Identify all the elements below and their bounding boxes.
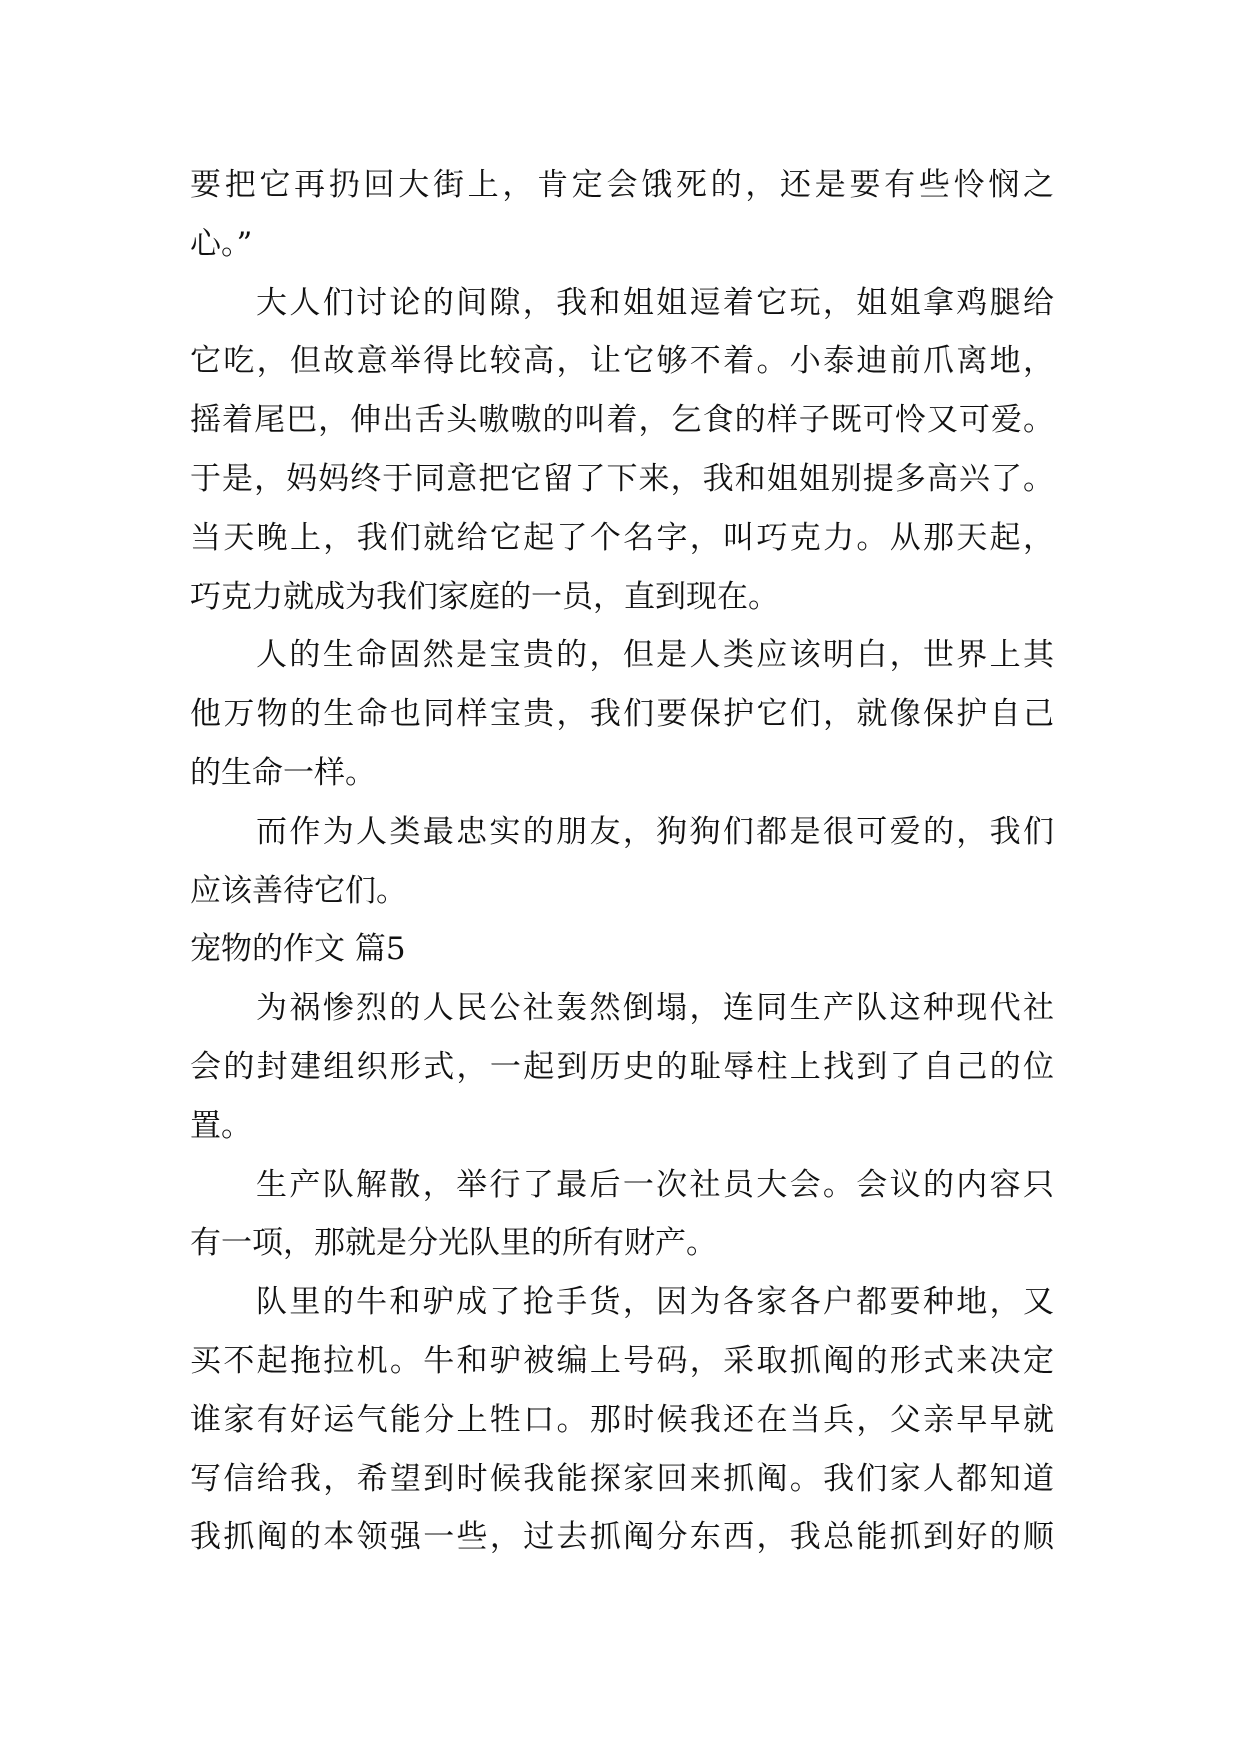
text-line: 置。 bbox=[190, 1107, 252, 1144]
essay-section bbox=[190, 920, 1054, 1567]
text-line: 摇着尾巴，伸出舌头嗷嗷的叫着，乞食的样子既可怜又可爱。 bbox=[190, 402, 1054, 439]
text-line: 会的封建组织形式，一起到历史的耻辱柱上找到了自己的位 bbox=[190, 1048, 1054, 1085]
text-line: 队里的牛和驴成了抢手货，因为各家各户都要种地，又 bbox=[256, 1284, 1054, 1321]
text-line: 买不起拖拉机。牛和驴被编上号码，采取抓阄的形式来决定 bbox=[190, 1342, 1054, 1379]
paragraph bbox=[190, 1156, 1054, 1274]
text-line: 要把它再扔回大街上，肯定会饿死的，还是要有些怜悯之 bbox=[190, 167, 1054, 203]
text-line: 应该善待它们。 bbox=[190, 872, 407, 909]
paragraph bbox=[190, 1273, 1054, 1567]
paragraph bbox=[190, 626, 1054, 802]
text-line: 当天晚上，我们就给它起了个名字，叫巧克力。从那天起， bbox=[190, 519, 1054, 556]
text-line: 他万物的生命也同样宝贵，我们要保护它们，就像保护自己 bbox=[190, 696, 1054, 733]
text-line: 大人们讨论的间隙，我和姐姐逗着它玩，姐姐拿鸡腿给 bbox=[256, 284, 1054, 321]
text-line: 它吃，但故意举得比较高，让它够不着。小泰迪前爪离地， bbox=[190, 343, 1054, 380]
text-line: 于是，妈妈终于同意把它留了下来，我和姐姐别提多高兴了。 bbox=[190, 460, 1054, 497]
text-line: 我抓阄的本领强一些，过去抓阄分东西，我总能抓到好的顺 bbox=[190, 1519, 1054, 1556]
text-line: 的生命一样。 bbox=[190, 754, 376, 791]
paragraph bbox=[190, 803, 1054, 921]
text-line: 人的生命固然是宝贵的，但是人类应该明白，世界上其 bbox=[256, 637, 1054, 674]
text-line: 为祸惨烈的人民公社轰然倒塌，连同生产队这种现代社 bbox=[256, 990, 1054, 1027]
text-line: 生产队解散，举行了最后一次社员大会。会议的内容只 bbox=[256, 1166, 1054, 1203]
text-line: 谁家有好运气能分上牲口。那时候我还在当兵，父亲早早就 bbox=[190, 1401, 1054, 1438]
paragraph bbox=[190, 274, 1054, 627]
paragraph-continued bbox=[190, 156, 1054, 274]
text-line: 心。” bbox=[190, 225, 253, 262]
text-line: 写信给我，希望到时候我能探家回来抓阄。我们家人都知道 bbox=[190, 1460, 1054, 1497]
paragraph bbox=[190, 979, 1054, 1155]
text-line: 而作为人类最忠实的朋友，狗狗们都是很可爱的，我们 bbox=[256, 813, 1054, 850]
text-line: 巧克力就成为我们家庭的一员，直到现在。 bbox=[190, 578, 779, 615]
section-heading: 宠物的作文 篇5 bbox=[190, 931, 406, 968]
text-line: 有一项，那就是分光队里的所有财产。 bbox=[190, 1225, 717, 1262]
